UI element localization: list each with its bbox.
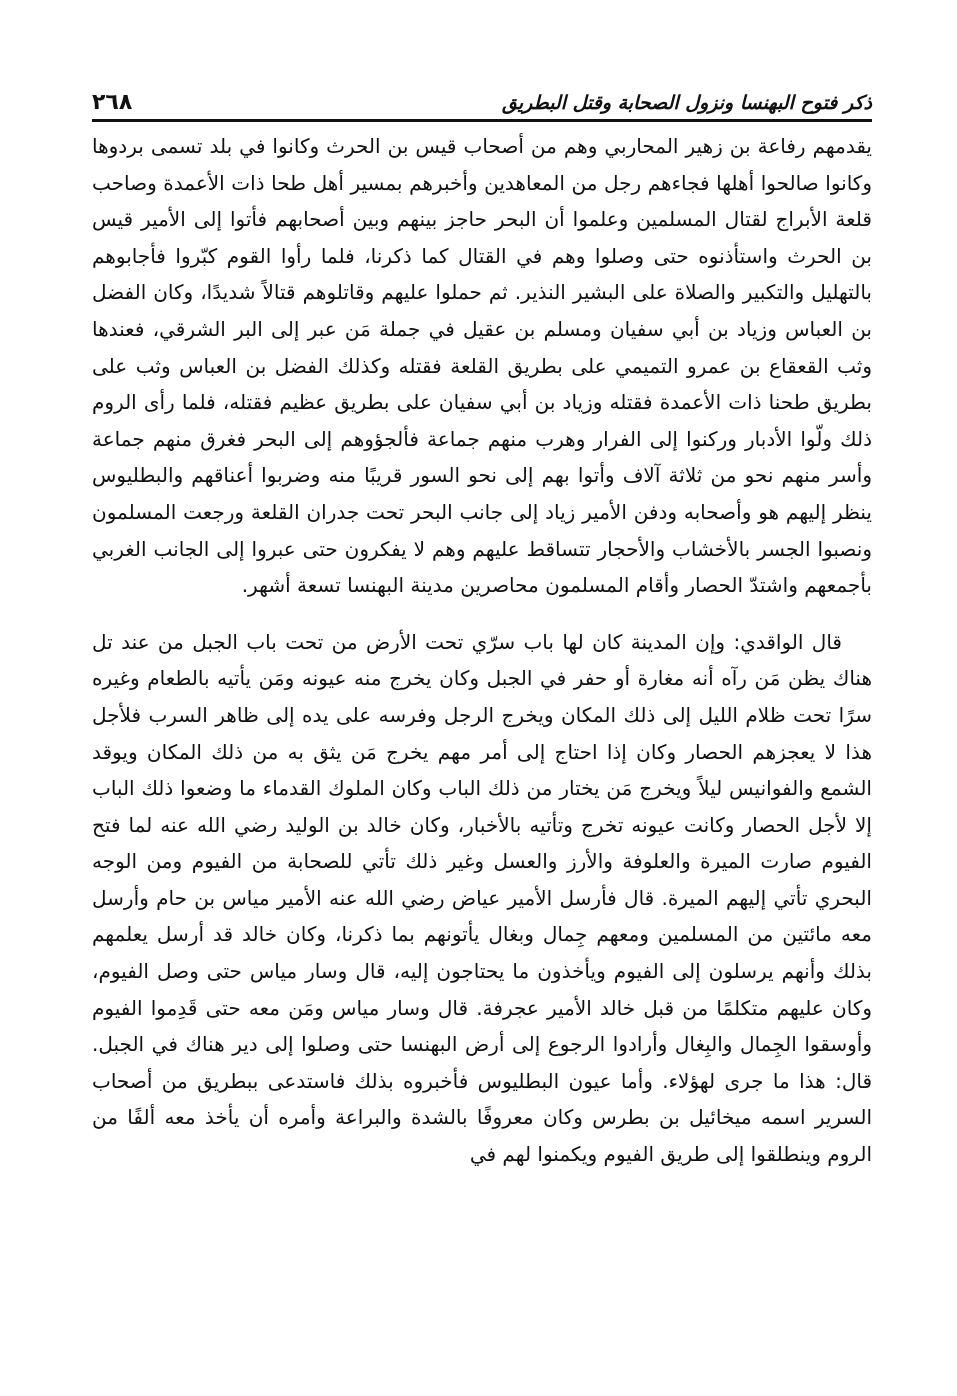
page-header	[92, 74, 872, 116]
paragraph-2: قال الواقدي: وإن المدينة كان لها باب سرّي تحت الأرض من تحت باب الجبل من عند تل هناك يظن مَن رآه أنه مغارة أو حفر في الجبل وكان يخرج منه عيونه ومَن يأتيه بالطعام وغيره سرًا تحت ظلام الليل إلى ذلك المكان ويخرج الرجل وفرسه على يده إلى ظاهر السرب فلأجل هذا لا يعجزهم الحصار وكان إذا احتاج إلى أمر مهم يخرج مَن يثق به من ذلك المكان ويوقد الشمع والفوانيس ليلاً ويخرج مَن يختار من ذلك الباب وكان الملوك القدماء ما وضعوا ذلك الباب إلا لأجل الحصار وكانت عيونه تخرج وتأتيه بالأخبار، وكان خالد بن الوليد رضي الله عنه لما فتح الفيوم صارت الميرة والعلوفة والأرز والعسل وغير ذلك تأتي للصحابة من الفيوم ومن الوجه البحري تأتي إليهم الميرة. قال فأرسل الأمير عياض رضي الله عنه الأمير مياس بن حام وأرسل معه مائتين من المسلمين ومعهم جِمال وبغال يأتونهم بما ذكرنا، وكان خالد قد أرسل يعلمهم بذلك وأنهم يرسلون إلى الفيوم ويأخذون ما يحتاجون إليه، قال وسار مياس حتى وصل الفيوم، وكان عليهم متكلمًا من قبل خالد الأمير عجرفة. قال وسار مياس ومَن معه حتى قَدِموا الفيوم وأوسقوا الجِمال والبِغال وأرادوا الرجوع إلى أرض البهنسا حتى وصلوا إلى دير هناك في الجبل. قال: هذا ما جرى لهؤلاء. وأما عيون البطليوس فأخبروه بذلك فاستدعى ببطريق من أصحاب السرير اسمه ميخائيل بن بطرس وكان معروفًا بالشدة والبراعة وأمره أن يأخذ معه ألفًا من الروم وينطلقوا إلى طريق الفيوم ويكمنوا لهم في	[92, 629, 872, 1167]
running-title: ذكر فتوح البهنسا ونزول الصحابة وقتل البطريق	[502, 92, 872, 114]
paragraph-1: يقدمهم رفاعة بن زهير المحاربي وهم من أصحاب قيس بن الحرث وكانوا في بلد تسمى بردوها وكانوا صالحوا أهلها فجاءهم رجل من المعاهدين وأخبرهم بمسير أهل طحا ذات الأعمدة وصاحب قلعة الأبراج لقتال المسلمين وعلموا أن البحر حاجز بينهم وبين أصحابهم فأتوا إلى الأمير قيس بن الحرث واستأذنوه حتى وصلوا وهم في القتال كما ذكرنا، فلما رأوا القوم كبّروا فأجابوهم بالتهليل والتكبير والصلاة على البشير النذير. ثم حملوا عليهم وقاتلوهم قتالاً شديدًا، وكان الفضل بن العباس وزياد بن أبي سفيان ومسلم بن عقيل في جملة مَن عبر إلى البر الشرقي، فعندها وثب القعقاع بن عمرو التميمي على بطريق القلعة فقتله وكذلك الفضل بن العباس وثب على بطريق طحنا ذات الأعمدة فقتله وزياد بن أبي سفيان على بطريق عظيم فقتله، فلما رأى الروم ذلك ولّوا الأدبار وركنوا إلى الفرار وهرب منهم جماعة فألجؤوهم إلى البحر فغرق منهم جماعة وأسر منهم نحو من ثلاثة آلاف وأتوا بهم إلى نحو السور قريبًا منه وضربوا أعناقهم والبطليوس ينظر إليهم هو وأصحابه ودفن الأمير زياد إلى جانب البحر تحت جدران القلعة ورجعت المسلمون ونصبوا الجسر بالأخشاب والأحجار تتساقط عليهم وهم لا يفكرون حتى عبروا إلى الجانب الغربي بأجمعهم واشتدّ الحصار وأقام المسلمون محاصرين مدينة البهنسا تسعة أشهر.	[92, 134, 872, 598]
body-text	[92, 128, 872, 1173]
header-divider	[92, 119, 872, 122]
page-number: ٢٦٨	[92, 90, 133, 115]
